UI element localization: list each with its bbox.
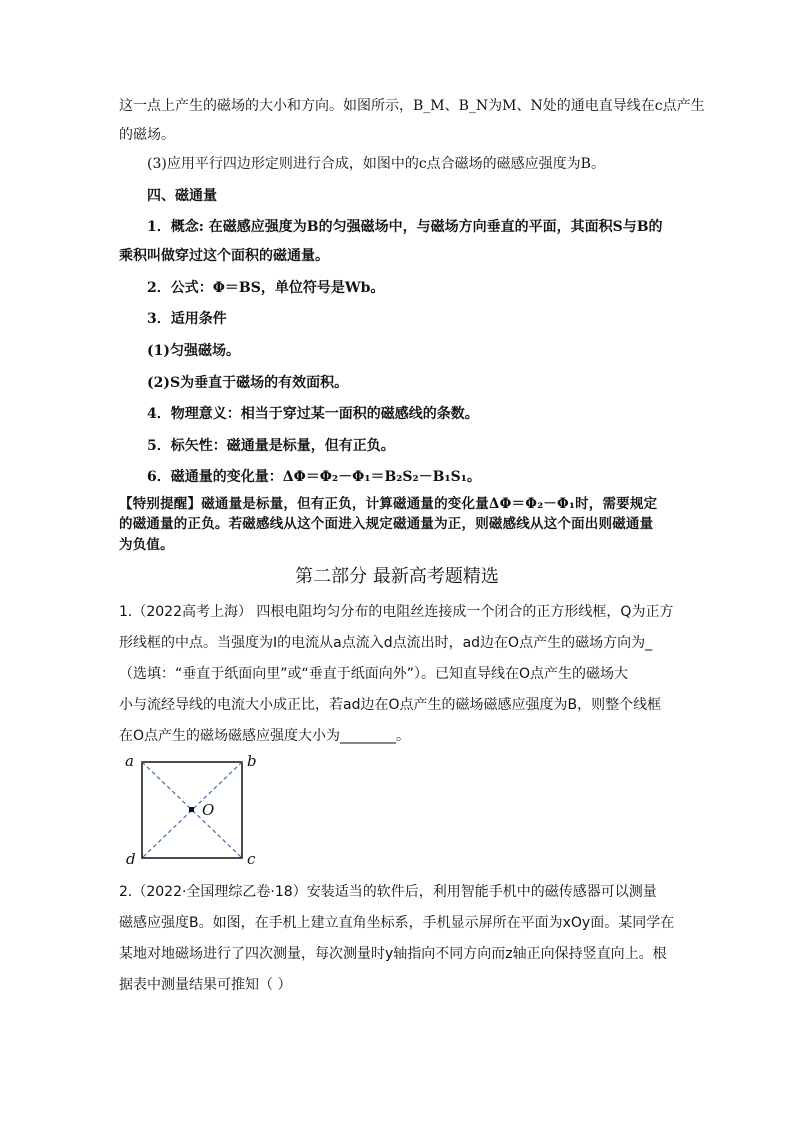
note-line: 为负值。 xyxy=(119,537,174,553)
center-point-o xyxy=(189,807,194,812)
section-title: 第二部分 最新高考题精选 xyxy=(295,566,499,587)
text-line: (2)S为垂直于磁场的有效面积。 xyxy=(147,375,349,391)
label-d: d xyxy=(126,850,136,868)
text-line: 3．适用条件 xyxy=(147,311,227,327)
question-line: 形线框的中点。当强度为I的电流从a点流入d点流出时，ad边在O点产生的磁场方向为_ xyxy=(119,635,653,651)
text-line: (1)匀强磁场。 xyxy=(147,343,240,359)
text-line: 1．概念: 在磁感应强度为B的匀强磁场中，与磁场方向垂直的平面，其面积S与B的 xyxy=(147,219,663,235)
question-line: 据表中测量结果可推知（ ） xyxy=(119,977,292,993)
text-line: (3)应用平行四边形定则进行合成，如图中的c点合磁场的磁感应强度为B。 xyxy=(147,156,605,172)
section-heading: 四、磁通量 xyxy=(147,188,217,204)
label-b: b xyxy=(247,752,257,770)
label-a: a xyxy=(125,752,134,770)
label-c: c xyxy=(247,850,256,868)
square-frame-diagram xyxy=(125,752,270,870)
question-line: 2.（2022·全国理综乙卷·18）安装适当的软件后，利用智能手机中的磁传感器可以测量 xyxy=(119,884,657,900)
text-line: 这一点上产生的磁场的大小和方向。如图所示，B_M、B_N为M、N处的通电直导线在c点产生 xyxy=(119,98,705,114)
question-line: 小与流经导线的电流大小成正比，若ad边在O点产生的磁场磁感应强度为B，则整个线框 xyxy=(119,697,662,713)
text-line: 的磁场。 xyxy=(119,127,175,143)
question-line: 在O点产生的磁场磁感应强度大小为________。 xyxy=(119,728,411,744)
text-line: 2．公式：Φ＝BS，单位符号是Wb。 xyxy=(147,280,385,296)
text-line: 4．物理意义：相当于穿过某一面积的磁感线的条数。 xyxy=(147,406,479,422)
text-line: 乘积叫做穿过这个面积的磁通量。 xyxy=(119,248,329,264)
question-line: 某地对地磁场进行了四次测量，每次测量时y轴指向不同方向而z轴正向保持竖直向上。根 xyxy=(119,946,667,962)
text-line: 6．磁通量的变化量：ΔΦ＝Φ₂－Φ₁＝B₂S₂－B₁S₁。 xyxy=(147,469,481,485)
question-line: 1.（2022高考上海） 四根电阻均匀分布的电阻丝连接成一个闭合的正方形线框，Q为正方 xyxy=(119,604,674,620)
note-line: 【特别提醒】磁通量是标量，但有正负，计算磁通量的变化量ΔΦ＝Φ₂－Φ₁时，需要规定 xyxy=(119,496,658,512)
question-line: （选填：“垂直于纸面向里”或“垂直于纸面向外”）。已知直导线在O点产生的磁场大 xyxy=(119,666,629,682)
note-line: 的磁通量的正负。若磁感线从这个面进入规定磁通量为正，则磁感线从这个面出则磁通量 xyxy=(119,516,654,532)
question-line: 磁感应强度B。如图，在手机上建立直角坐标系，手机显示屏所在平面为xOy面。某同学在 xyxy=(119,915,675,931)
text-line: 5．标矢性：磁通量是标量，但有正负。 xyxy=(147,438,395,454)
label-o: O xyxy=(202,801,215,819)
